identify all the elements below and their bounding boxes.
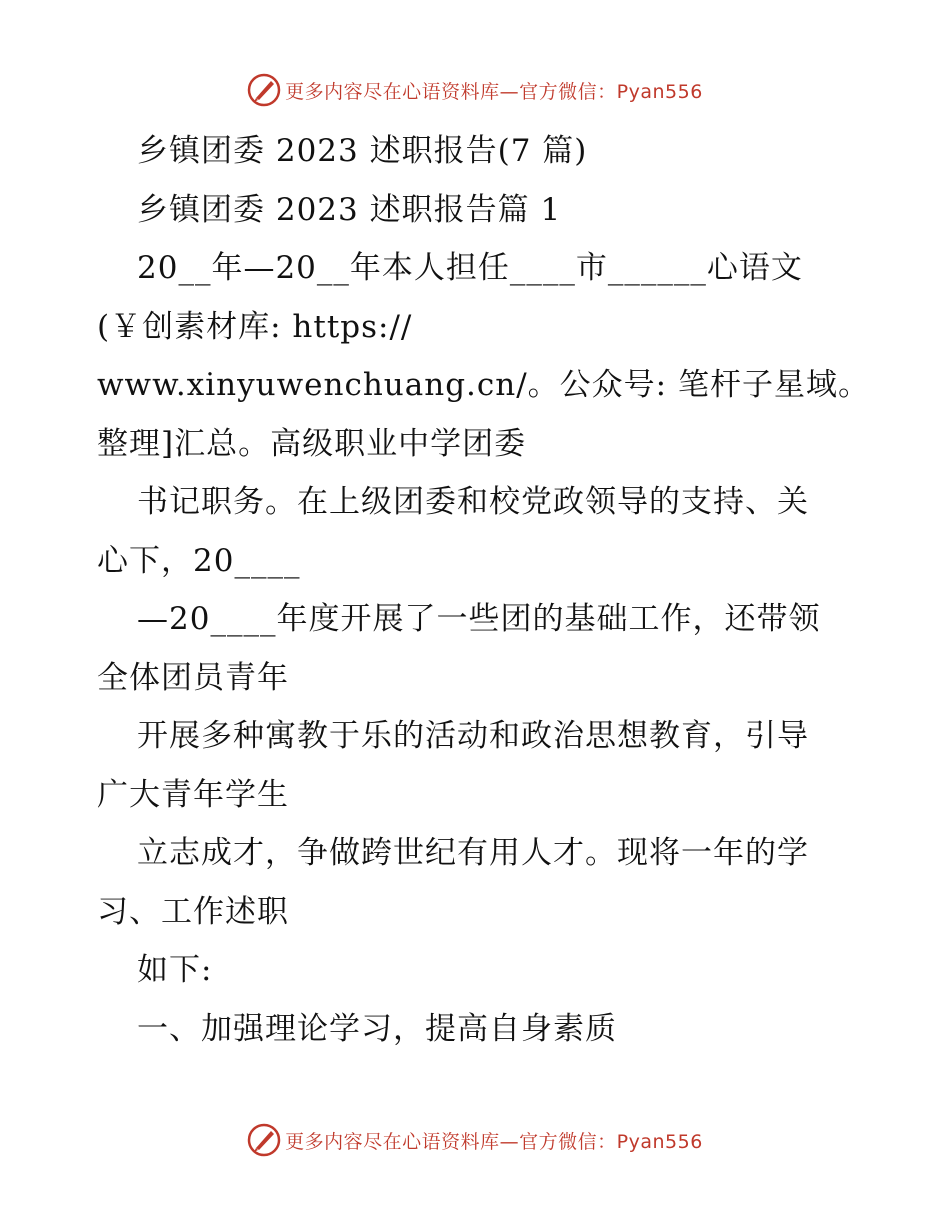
- paragraph-line: 广大青年学生: [97, 776, 289, 813]
- footer-banner: [0, 1120, 950, 1160]
- paragraph-line: 开展多种寓教于乐的活动和政治思想教育，引导: [137, 718, 809, 754]
- footer-banner-text: 更多内容尽在心语资料库—官方微信：Pyan556: [285, 1130, 703, 1153]
- paragraph-line: www.xinyuwenchuang.cn/。公众号: 笔杆子星域。: [97, 367, 870, 403]
- header-banner: [0, 70, 950, 110]
- quill-pen-logo-icon: [247, 1123, 281, 1157]
- paragraph-line: (￥创素材库: https://: [97, 308, 413, 345]
- paragraph-line: 心下，20____: [97, 542, 301, 579]
- header-banner-text: 更多内容尽在心语资料库—官方微信：Pyan556: [285, 80, 703, 103]
- document-body: [97, 122, 870, 1058]
- paragraph-line: —20____年度开展了一些团的基础工作，还带领: [137, 601, 821, 637]
- quill-pen-logo-icon: [247, 73, 281, 107]
- section-heading: 乡镇团委 2023 述职报告篇 1: [137, 191, 562, 228]
- document-title: 乡镇团委 2023 述职报告(7 篇): [137, 133, 588, 169]
- paragraph-line: 习、工作述职: [97, 893, 289, 930]
- paragraph-line: 书记职务。在上级团委和校党政领导的支持、关: [137, 484, 809, 520]
- paragraph-line: 20__年—20__年本人担任____市______心语文: [137, 250, 803, 286]
- paragraph-line: 全体团员青年: [97, 659, 289, 696]
- paragraph-line: 如下:: [137, 952, 213, 988]
- paragraph-line: 立志成才，争做跨世纪有用人才。现将一年的学: [137, 835, 809, 871]
- subsection-heading: 一、加强理论学习，提高自身素质: [137, 1010, 617, 1047]
- paragraph-line: 整理]汇总。高级职业中学团委: [97, 425, 527, 462]
